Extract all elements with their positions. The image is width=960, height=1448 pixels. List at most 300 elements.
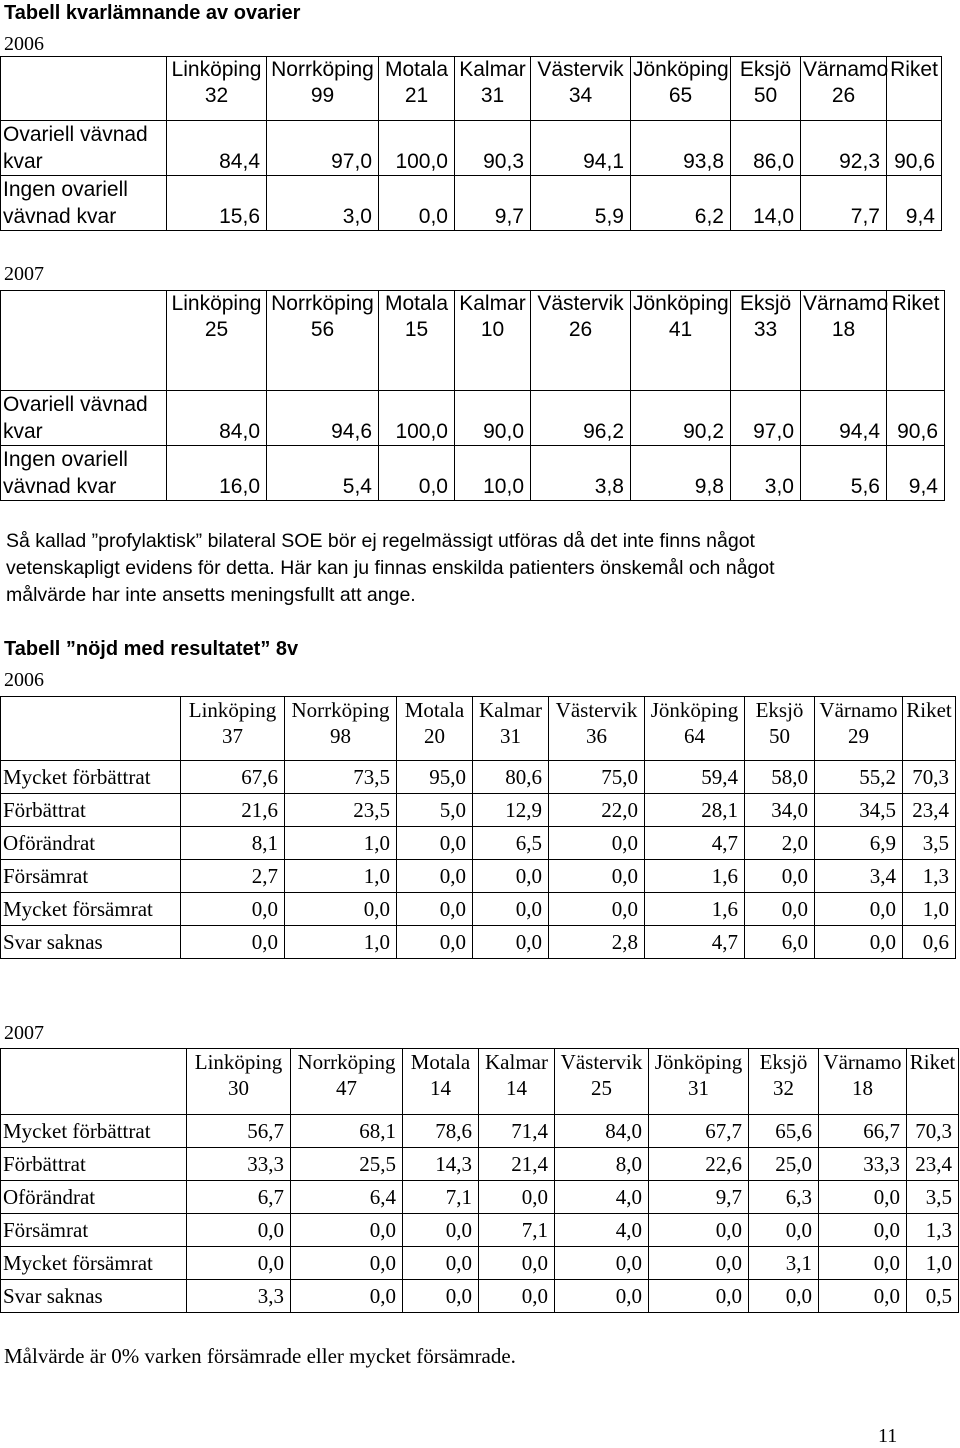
value-cell: 1,3 (903, 860, 956, 893)
value-cell: 1,0 (907, 1247, 959, 1280)
value-cell: 78,6 (403, 1115, 479, 1148)
header-cell (531, 57, 631, 121)
header-cell (473, 697, 549, 761)
header-empty-cell (1, 57, 167, 121)
row-label-line-1: Ingen ovariell (3, 178, 128, 201)
header-cell (801, 291, 887, 391)
value-cell: 94,6 (267, 391, 379, 446)
value-cell: 0,0 (397, 827, 473, 860)
value-cell: 0,0 (479, 1280, 555, 1313)
table-row (1, 794, 956, 827)
column-count: 14 (430, 1076, 451, 1100)
value-cell: 0,0 (649, 1214, 749, 1247)
value-cell: 0,0 (285, 893, 397, 926)
value-cell: 1,3 (907, 1214, 959, 1247)
table4-year: 2007 (4, 1022, 44, 1044)
row-label-line-2: kvar (3, 150, 43, 173)
column-name: Kalmar (485, 1050, 548, 1074)
table-row (1, 860, 956, 893)
value-cell: 3,3 (187, 1280, 291, 1313)
table-row (1, 761, 956, 794)
value-cell: 71,4 (479, 1115, 555, 1148)
value-cell: 0,0 (479, 1181, 555, 1214)
value-cell: 33,3 (187, 1148, 291, 1181)
value-cell: 3,8 (531, 446, 631, 501)
row-label-cell: Förbättrat (1, 1148, 187, 1181)
column-name: Västervik (555, 698, 638, 722)
value-cell: 0,0 (291, 1214, 403, 1247)
value-cell: 0,0 (181, 926, 285, 959)
value-cell: 84,0 (167, 391, 267, 446)
header-cell (403, 1049, 479, 1115)
value-cell: 5,6 (801, 446, 887, 501)
value-cell: 14,0 (731, 176, 801, 231)
value-cell: 0,0 (749, 1280, 819, 1313)
table-row (1, 827, 956, 860)
value-cell: 4,7 (645, 827, 745, 860)
row-label-cell: Mycket försämrat (1, 893, 181, 926)
header-cell (887, 57, 942, 121)
value-cell: 6,4 (291, 1181, 403, 1214)
table-row (1, 121, 942, 176)
value-cell: 34,5 (815, 794, 903, 827)
value-cell: 97,0 (731, 391, 801, 446)
value-cell: 9,7 (455, 176, 531, 231)
column-name: Kalmar (459, 292, 526, 315)
table-header-row (1, 697, 956, 761)
header-cell (903, 697, 956, 761)
value-cell: 0,0 (403, 1214, 479, 1247)
header-cell (285, 697, 397, 761)
value-cell: 92,3 (801, 121, 887, 176)
header-cell (555, 1049, 649, 1115)
value-cell: 0,0 (549, 893, 645, 926)
header-cell (907, 1049, 959, 1115)
row-label-line-1: Ingen ovariell (3, 448, 128, 471)
value-cell: 0,0 (649, 1247, 749, 1280)
column-name: Jönköping (650, 698, 739, 722)
value-cell: 3,4 (815, 860, 903, 893)
header-cell (267, 57, 379, 121)
column-count: 50 (769, 724, 790, 748)
column-name: Jönköping (633, 292, 729, 315)
column-count: 10 (480, 318, 505, 341)
row-label-line-2: kvar (3, 420, 43, 443)
column-name: Västervik (537, 292, 624, 315)
row-label-cell: Svar saknas (1, 1280, 187, 1313)
row-label-cell: Mycket försämrat (1, 1247, 187, 1280)
header-cell (631, 57, 731, 121)
value-cell: 4,0 (555, 1214, 649, 1247)
value-cell: 84,0 (555, 1115, 649, 1148)
header-cell (455, 57, 531, 121)
value-cell: 7,1 (479, 1214, 555, 1247)
header-cell (649, 1049, 749, 1115)
row-label-cell (1, 391, 167, 446)
header-empty-cell (1, 1049, 187, 1115)
value-cell: 23,4 (903, 794, 956, 827)
header-cell (631, 291, 731, 391)
value-cell: 0,0 (397, 926, 473, 959)
value-cell: 8,1 (181, 827, 285, 860)
value-cell: 0,0 (819, 1280, 907, 1313)
value-cell: 22,0 (549, 794, 645, 827)
column-count: 99 (310, 84, 335, 107)
ovary-table-2006 (0, 56, 942, 231)
column-count: 25 (204, 318, 229, 341)
value-cell: 0,0 (749, 1214, 819, 1247)
value-cell: 58,0 (745, 761, 815, 794)
column-count: 14 (506, 1076, 527, 1100)
column-name: Kalmar (459, 58, 526, 81)
value-cell: 55,2 (815, 761, 903, 794)
column-name: Riket (909, 1050, 956, 1074)
column-name: Norrköping (291, 698, 390, 722)
value-cell: 1,0 (285, 926, 397, 959)
column-count: 98 (330, 724, 351, 748)
header-cell (819, 1049, 907, 1115)
column-count: 65 (668, 84, 693, 107)
column-count: 56 (310, 318, 335, 341)
column-name: Västervik (560, 1050, 643, 1074)
row-label-line-1: Ovariell vävnad (3, 123, 148, 146)
column-name: Motala (410, 1050, 471, 1074)
value-cell: 16,0 (167, 446, 267, 501)
table-row (1, 1115, 959, 1148)
column-name: Jönköping (633, 58, 729, 81)
header-cell (167, 291, 267, 391)
value-cell: 3,5 (903, 827, 956, 860)
table-row (1, 1148, 959, 1181)
value-cell: 0,0 (819, 1247, 907, 1280)
value-cell: 0,0 (379, 446, 455, 501)
value-cell: 84,4 (167, 121, 267, 176)
value-cell: 1,6 (645, 860, 745, 893)
column-count: 18 (831, 318, 856, 341)
table-row (1, 446, 945, 501)
header-cell (187, 1049, 291, 1115)
table2-year: 2007 (4, 263, 44, 285)
value-cell: 59,4 (645, 761, 745, 794)
value-cell: 0,0 (555, 1247, 649, 1280)
column-count: 29 (848, 724, 869, 748)
row-label-cell: Försämrat (1, 1214, 187, 1247)
section1-title: Tabell kvarlämnande av ovarier (4, 2, 301, 24)
value-cell: 90,6 (887, 391, 945, 446)
row-label-cell: Förbättrat (1, 794, 181, 827)
row-label-cell: Mycket förbättrat (1, 761, 181, 794)
table3-year: 2006 (4, 669, 44, 691)
header-cell (379, 291, 455, 391)
note-paragraph (6, 528, 906, 609)
value-cell: 90,3 (455, 121, 531, 176)
column-name: Eksjö (739, 292, 792, 315)
ovary-table-2007 (0, 290, 945, 501)
satisfaction-table-2007 (0, 1048, 959, 1313)
header-cell (267, 291, 379, 391)
header-cell (801, 57, 887, 121)
value-cell: 21,4 (479, 1148, 555, 1181)
value-cell: 0,0 (649, 1280, 749, 1313)
value-cell: 14,3 (403, 1148, 479, 1181)
value-cell: 0,0 (379, 176, 455, 231)
column-count: 15 (404, 318, 429, 341)
header-cell (815, 697, 903, 761)
value-cell: 1,0 (903, 893, 956, 926)
header-cell (479, 1049, 555, 1115)
value-cell: 5,4 (267, 446, 379, 501)
column-count: 41 (668, 318, 693, 341)
page-number: 11 (878, 1425, 898, 1447)
table1-year: 2006 (4, 33, 44, 55)
row-label-cell (1, 121, 167, 176)
value-cell: 1,6 (645, 893, 745, 926)
value-cell: 67,6 (181, 761, 285, 794)
value-cell: 0,0 (819, 1214, 907, 1247)
column-count: 50 (753, 84, 778, 107)
value-cell: 8,0 (555, 1148, 649, 1181)
value-cell: 4,7 (645, 926, 745, 959)
value-cell: 3,1 (749, 1247, 819, 1280)
value-cell: 34,0 (745, 794, 815, 827)
value-cell: 6,3 (749, 1181, 819, 1214)
column-count: 18 (852, 1076, 873, 1100)
column-name: Kalmar (479, 698, 542, 722)
column-name: Värnamo (803, 292, 889, 315)
footnote: Målvärde är 0% varken försämrade eller mycket försämrade. (4, 1344, 516, 1368)
value-cell: 1,0 (285, 827, 397, 860)
table-header-row (1, 1049, 959, 1115)
row-label-cell: Svar saknas (1, 926, 181, 959)
column-name: Eksjö (755, 698, 804, 722)
value-cell: 73,5 (285, 761, 397, 794)
column-name: Riket (906, 698, 952, 722)
value-cell: 3,5 (907, 1181, 959, 1214)
value-cell: 2,8 (549, 926, 645, 959)
value-cell: 9,7 (649, 1181, 749, 1214)
value-cell: 3,0 (267, 176, 379, 231)
value-cell: 56,7 (187, 1115, 291, 1148)
value-cell: 0,0 (473, 860, 549, 893)
header-empty-cell (1, 291, 167, 391)
value-cell: 97,0 (267, 121, 379, 176)
value-cell: 0,0 (473, 926, 549, 959)
value-cell: 66,7 (819, 1115, 907, 1148)
table-row (1, 176, 942, 231)
value-cell: 90,0 (455, 391, 531, 446)
column-name: Eksjö (759, 1050, 808, 1074)
value-cell: 0,0 (815, 893, 903, 926)
row-label-cell: Oförändrat (1, 827, 181, 860)
column-count: 64 (684, 724, 705, 748)
value-cell: 94,1 (531, 121, 631, 176)
header-cell (291, 1049, 403, 1115)
column-name: Värnamo (803, 58, 889, 81)
column-count: 32 (204, 84, 229, 107)
value-cell: 93,8 (631, 121, 731, 176)
column-count: 34 (568, 84, 593, 107)
value-cell: 0,0 (745, 860, 815, 893)
value-cell: 0,0 (549, 827, 645, 860)
value-cell: 0,6 (903, 926, 956, 959)
column-name: Norrköping (297, 1050, 396, 1074)
column-count: 31 (500, 724, 521, 748)
header-cell (397, 697, 473, 761)
value-cell: 7,7 (801, 176, 887, 231)
table-header-row (1, 291, 945, 391)
section2-title: Tabell ”nöjd med resultatet” 8v (4, 638, 299, 660)
header-cell (379, 57, 455, 121)
value-cell: 90,2 (631, 391, 731, 446)
value-cell: 7,1 (403, 1181, 479, 1214)
value-cell: 96,2 (531, 391, 631, 446)
column-count: 30 (228, 1076, 249, 1100)
column-count: 37 (222, 724, 243, 748)
column-name: Värnamo (819, 698, 898, 722)
value-cell: 0,0 (291, 1280, 403, 1313)
column-name: Norrköping (271, 58, 374, 81)
column-name: Linköping (171, 58, 262, 81)
column-count: 36 (586, 724, 607, 748)
table-row (1, 1214, 959, 1247)
value-cell: 5,9 (531, 176, 631, 231)
value-cell: 10,0 (455, 446, 531, 501)
row-label-cell (1, 446, 167, 501)
value-cell: 0,0 (187, 1214, 291, 1247)
paragraph-line-2: vetenskapligt evidens för detta. Här kan ju finnas enskilda patienters önskemål och något (6, 557, 775, 579)
column-name: Riket (890, 58, 938, 81)
column-name: Värnamo (823, 1050, 902, 1074)
value-cell: 0,0 (473, 893, 549, 926)
value-cell: 100,0 (379, 391, 455, 446)
column-count: 32 (773, 1076, 794, 1100)
value-cell: 90,6 (887, 121, 942, 176)
value-cell: 4,0 (555, 1181, 649, 1214)
header-cell (745, 697, 815, 761)
header-cell (731, 291, 801, 391)
header-cell (645, 697, 745, 761)
value-cell: 0,0 (403, 1280, 479, 1313)
header-cell (549, 697, 645, 761)
table-row (1, 391, 945, 446)
value-cell: 33,3 (819, 1148, 907, 1181)
header-cell (531, 291, 631, 391)
table-row (1, 1181, 959, 1214)
value-cell: 0,0 (187, 1247, 291, 1280)
row-label-line-2: vävnad kvar (3, 205, 117, 228)
paragraph-line-1: Så kallad ”profylaktisk” bilateral SOE bör ej regelmässigt utföras då det inte finns något (6, 530, 755, 552)
header-cell (167, 57, 267, 121)
value-cell: 12,9 (473, 794, 549, 827)
table-row (1, 893, 956, 926)
value-cell: 0,0 (397, 860, 473, 893)
value-cell: 5,0 (397, 794, 473, 827)
value-cell: 0,0 (291, 1247, 403, 1280)
value-cell: 28,1 (645, 794, 745, 827)
column-name: Linköping (171, 292, 262, 315)
value-cell: 25,0 (749, 1148, 819, 1181)
column-name: Linköping (188, 698, 277, 722)
column-count: 25 (591, 1076, 612, 1100)
column-count: 33 (753, 318, 778, 341)
value-cell: 75,0 (549, 761, 645, 794)
value-cell: 0,0 (819, 1181, 907, 1214)
table-row (1, 1247, 959, 1280)
column-name: Jönköping (654, 1050, 743, 1074)
value-cell: 0,0 (479, 1247, 555, 1280)
header-cell (749, 1049, 819, 1115)
value-cell: 0,0 (815, 926, 903, 959)
value-cell: 0,0 (403, 1247, 479, 1280)
value-cell: 6,2 (631, 176, 731, 231)
row-label-cell (1, 176, 167, 231)
column-name: Motala (384, 58, 449, 81)
column-count: 26 (568, 318, 593, 341)
column-count: 31 (480, 84, 505, 107)
column-count: 31 (688, 1076, 709, 1100)
table-row (1, 926, 956, 959)
value-cell: 6,7 (187, 1181, 291, 1214)
value-cell: 86,0 (731, 121, 801, 176)
value-cell: 6,0 (745, 926, 815, 959)
row-label-line-1: Ovariell vävnad (3, 393, 148, 416)
value-cell: 6,9 (815, 827, 903, 860)
value-cell: 0,0 (555, 1280, 649, 1313)
value-cell: 3,0 (731, 446, 801, 501)
value-cell: 0,0 (397, 893, 473, 926)
column-name: Eksjö (739, 58, 792, 81)
value-cell: 0,5 (907, 1280, 959, 1313)
row-label-line-2: vävnad kvar (3, 475, 117, 498)
column-count: 20 (424, 724, 445, 748)
paragraph-line-3: målvärde har inte ansetts meningsfullt att ange. (6, 584, 416, 606)
value-cell: 68,1 (291, 1115, 403, 1148)
value-cell: 0,0 (549, 860, 645, 893)
table-row (1, 1280, 959, 1313)
header-empty-cell (1, 697, 181, 761)
value-cell: 0,0 (745, 893, 815, 926)
value-cell: 9,4 (887, 176, 942, 231)
value-cell: 9,8 (631, 446, 731, 501)
value-cell: 23,4 (907, 1148, 959, 1181)
column-count: 47 (336, 1076, 357, 1100)
value-cell: 23,5 (285, 794, 397, 827)
header-cell (181, 697, 285, 761)
value-cell: 2,7 (181, 860, 285, 893)
header-cell (455, 291, 531, 391)
row-label-cell: Försämrat (1, 860, 181, 893)
value-cell: 1,0 (285, 860, 397, 893)
column-count: 21 (404, 84, 429, 107)
value-cell: 65,6 (749, 1115, 819, 1148)
column-count: 26 (831, 84, 856, 107)
value-cell: 0,0 (181, 893, 285, 926)
value-cell: 95,0 (397, 761, 473, 794)
header-cell (731, 57, 801, 121)
value-cell: 9,4 (887, 446, 945, 501)
value-cell: 80,6 (473, 761, 549, 794)
value-cell: 70,3 (903, 761, 956, 794)
header-cell (887, 291, 945, 391)
row-label-cell: Oförändrat (1, 1181, 187, 1214)
value-cell: 70,3 (907, 1115, 959, 1148)
value-cell: 25,5 (291, 1148, 403, 1181)
value-cell: 22,6 (649, 1148, 749, 1181)
column-name: Riket (891, 292, 940, 315)
value-cell: 15,6 (167, 176, 267, 231)
row-label-cell: Mycket förbättrat (1, 1115, 187, 1148)
satisfaction-table-2006 (0, 696, 956, 959)
